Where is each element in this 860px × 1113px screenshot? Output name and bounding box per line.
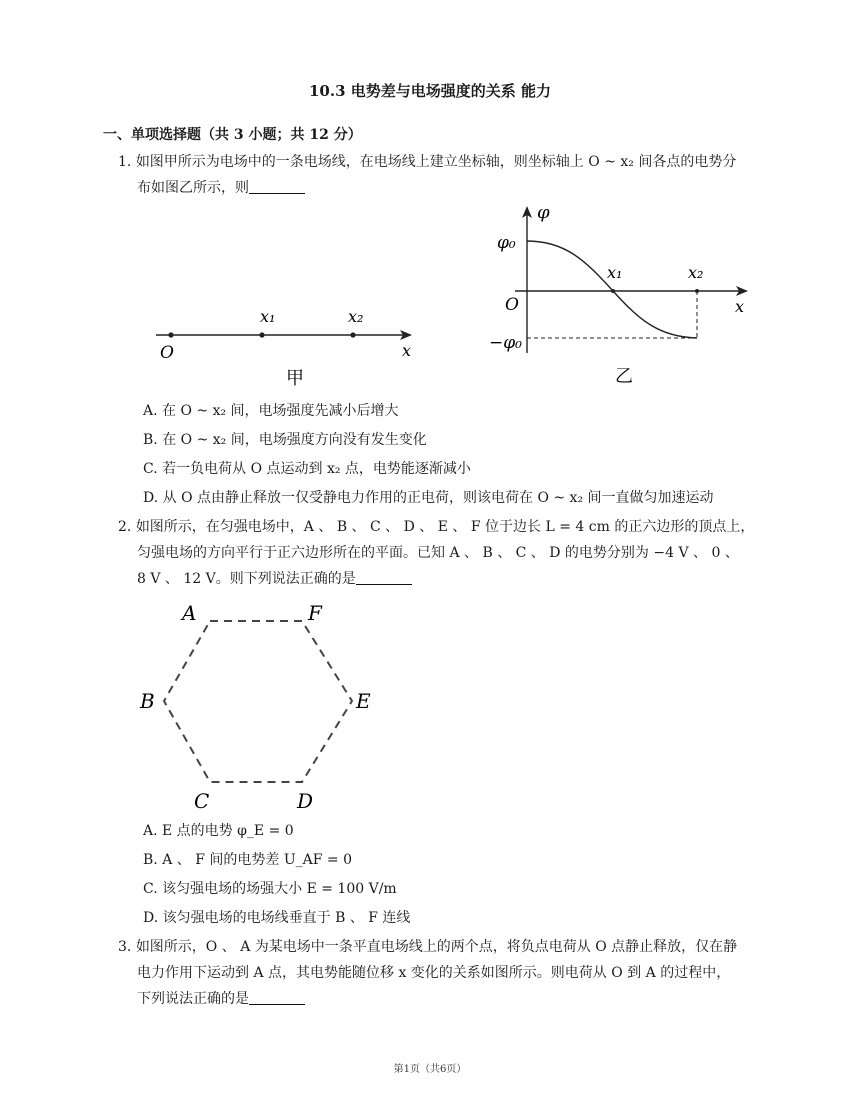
phi-axis-label: φ <box>537 202 550 223</box>
hexagon-figure <box>130 598 380 818</box>
figure-caption: 甲 <box>286 368 304 389</box>
vertex-d-label: D <box>297 789 314 813</box>
x1-label: x₁ <box>260 307 276 326</box>
answer-blank[interactable] <box>249 990 305 1005</box>
question-text: 下列说法正确的是 <box>137 991 249 1007</box>
option-b[interactable]: B. 在 O ~ x₂ 间，电场强度方向没有发生变化 <box>143 432 427 448</box>
page-title: 10.3 电势差与电场强度的关系 能力 <box>309 82 551 100</box>
origin-label: O <box>505 295 519 315</box>
question-number: 3. <box>118 939 132 955</box>
figure-jia <box>150 300 420 392</box>
answer-blank[interactable] <box>249 179 305 194</box>
vertex-f-label: F <box>308 601 322 625</box>
x2-label: x₂ <box>348 307 364 326</box>
phi0-label: φ₀ <box>497 233 516 253</box>
question-number: 1. <box>118 154 132 170</box>
question-text: 电力作用下运动到 A 点，其电势能随位移 x 变化的关系如图所示。则电荷从 O 到 A 的过程中， <box>137 965 731 981</box>
figure-yi <box>485 198 765 390</box>
question-text: 如图甲所示为电场中的一条电场线，在电场线上建立坐标轴，则坐标轴上 O ~ x₂ 间各点的电势分 <box>135 154 737 170</box>
option-c[interactable]: C. 该匀强电场的场强大小 E = 100 V/m <box>143 881 397 897</box>
question-text: 布如图乙所示，则 <box>137 180 249 196</box>
question-number: 2. <box>118 519 132 535</box>
page-footer: 第1页（共6页） <box>393 1064 467 1075</box>
question-1-stem <box>118 149 758 201</box>
neg-phi0-label: −φ₀ <box>489 333 522 353</box>
origin-label: O <box>160 343 174 363</box>
question-text: 匀强电场的方向平行于正六边形所在的平面。已知 A 、 B 、 C 、 D 的电势分别为 −4 V 、 0 、 <box>137 545 739 561</box>
figure-caption: 乙 <box>615 366 633 387</box>
question-text: 8 V 、 12 V。则下列说法正确的是 <box>137 571 356 587</box>
question-text: 如图所示，在匀强电场中，A 、 B 、 C 、 D 、 E 、 F 位于边长 L = 4 cm 的正六边形的顶点上， <box>135 519 755 535</box>
vertex-a-label: A <box>182 601 197 625</box>
axis-label: x <box>402 341 412 360</box>
vertex-c-label: C <box>194 789 210 813</box>
option-c[interactable]: C. 若一负电荷从 O 点运动到 x₂ 点，电势能逐渐减小 <box>143 461 471 477</box>
vertex-e-label: E <box>356 689 371 713</box>
section-heading: 一、单项选择题（共 3 小题；共 12 分） <box>103 127 362 143</box>
question-text: 如图所示，O 、 A 为某电场中一条平直电场线上的两个点，将负点电荷从 O 点静止释放，仅在静 <box>135 939 738 955</box>
answer-blank[interactable] <box>356 570 412 585</box>
x1-label: x₁ <box>607 263 623 282</box>
question-3-stem <box>118 934 758 1012</box>
option-b[interactable]: B. A 、 F 间的电势差 U_AF = 0 <box>143 852 352 868</box>
option-d[interactable]: D. 该匀强电场的电场线垂直于 B 、 F 连线 <box>143 910 411 926</box>
option-d[interactable]: D. 从 O 点由静止释放一仅受静电力作用的正电荷，则该电荷在 O ~ x₂ 间一直做匀加速运动 <box>143 490 714 506</box>
axis-label: x <box>735 297 745 316</box>
vertex-b-label: B <box>140 689 155 713</box>
question-2-stem <box>118 514 758 592</box>
option-a[interactable]: A. 在 O ~ x₂ 间，电场强度先减小后增大 <box>143 403 399 419</box>
option-a[interactable]: A. E 点的电势 φ_E = 0 <box>143 823 294 839</box>
x2-label: x₂ <box>688 263 704 282</box>
